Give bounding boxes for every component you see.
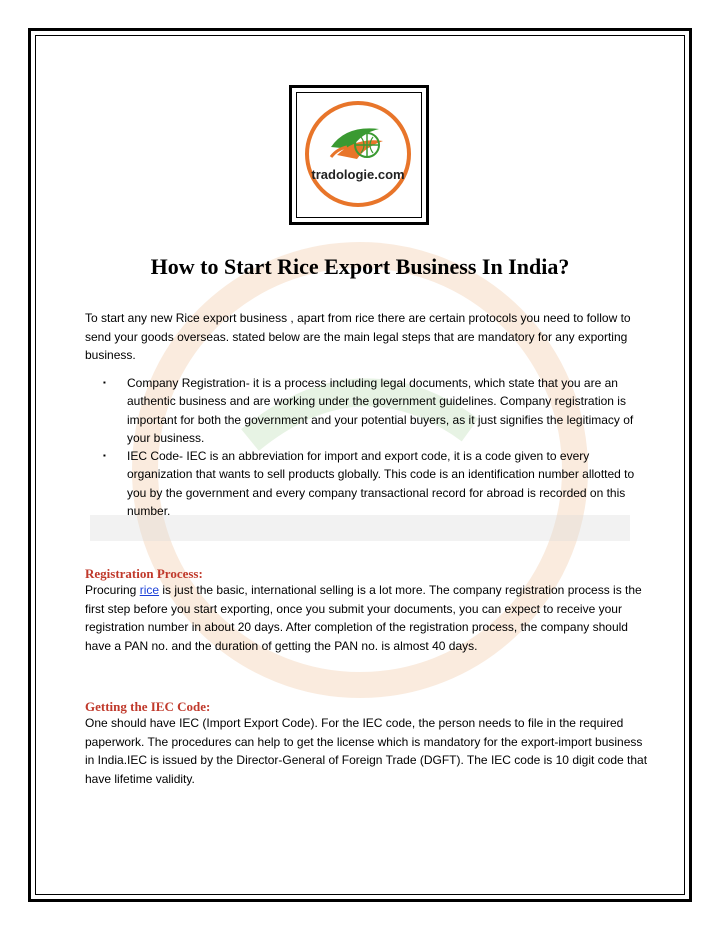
list-item <box>103 374 638 447</box>
iec-paragraph: One should have IEC (Import Export Code). For the IEC code, the person needs to file in the required paperwork. The procedures can help to get the license which is mandatory for the export-import business in India.IEC is issued by the Director-General of Foreign Trade (DGFT). The IEC code is 10 digit code that have lifetime validity. <box>85 716 648 786</box>
list-item-text: IEC Code- IEC is an abbreviation for import and export code, it is a code given to every organization that wants to sell products globally. This code is an identification number allotted to you by the government and every company transactional record for abroad is recorded on this number. <box>127 449 635 519</box>
registration-text-rest: is just the basic, international selling is a lot more. The company registration process is the first step before you start exporting, once you submit your documents, you can expect to receive your registration number in about 20 days. After completion of the registration process, the company should have a PAN no. and the duration of getting the PAN no. is almost 40 days. <box>85 583 642 653</box>
logo-frame <box>289 85 429 225</box>
list-item <box>103 447 638 520</box>
registration-paragraph <box>85 581 650 655</box>
bullet-square-icon: ▪ <box>103 451 106 461</box>
steps-list <box>103 374 638 520</box>
registration-heading: Registration Process: <box>85 566 203 581</box>
list-item-text: Company Registration- it is a process including legal documents, which state that you are an authentic business and are working under the government guidelines. Company registration is important for both the government and your potential buyers, as it just signifies the legitimacy of your business. <box>127 376 634 445</box>
intro-paragraph: To start any new Rice export business , apart from rice there are certain protocols you need to follow to send your goods overseas. stated below are the main legal steps that are mandatory for any exporting business. <box>85 311 631 362</box>
registration-text-start: Procuring <box>85 583 140 597</box>
iec-heading: Getting the IEC Code: <box>85 699 211 714</box>
rice-link[interactable]: rice <box>139 583 160 597</box>
bullet-square-icon: ▪ <box>103 378 106 387</box>
tradologie-logo <box>301 97 415 211</box>
logo-text: tradologie.com <box>311 167 405 182</box>
page-title: How to Start Rice Export Business In India? <box>150 254 570 279</box>
